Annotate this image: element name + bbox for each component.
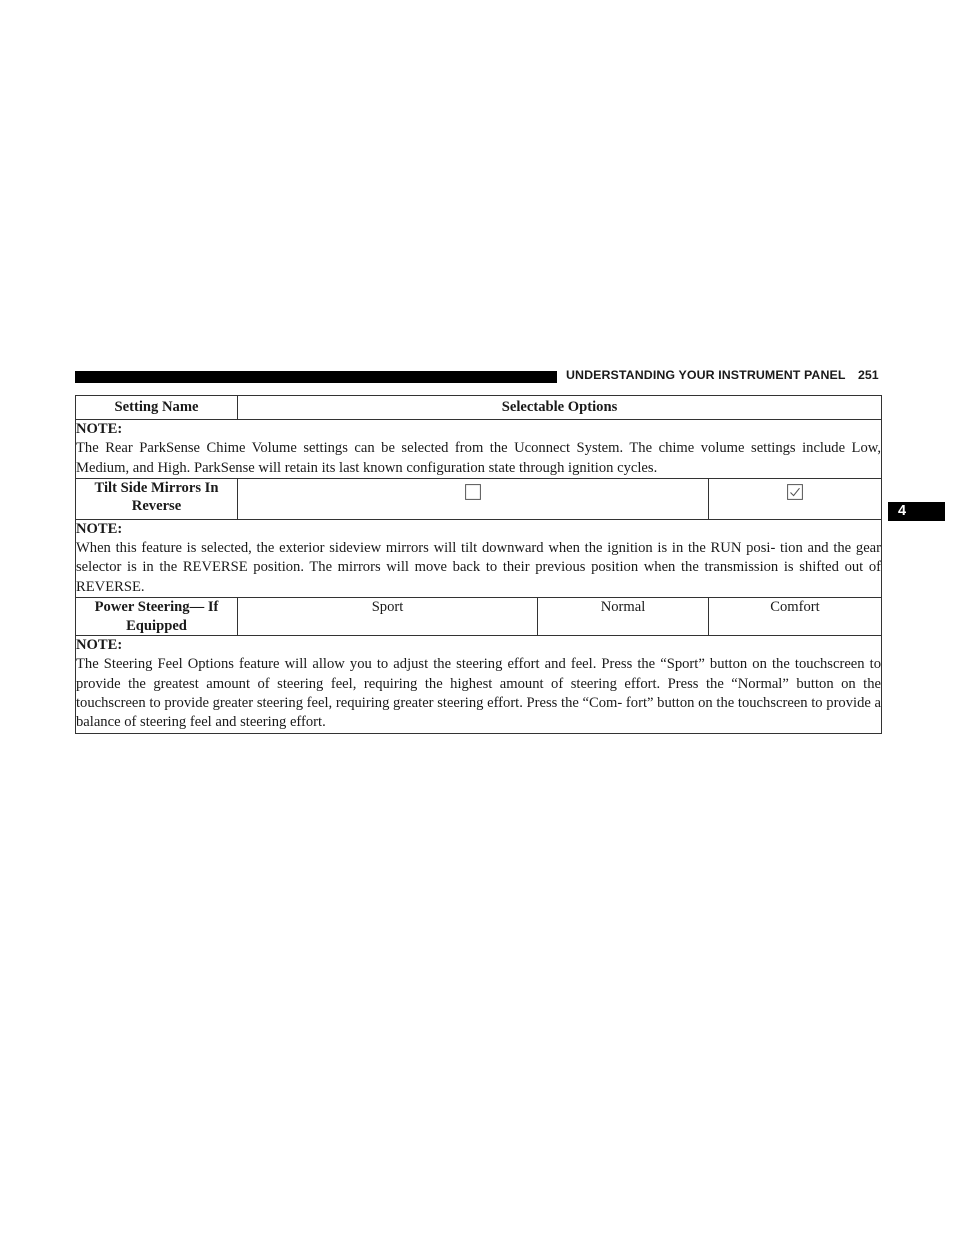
checkbox-checked-icon [787, 484, 803, 500]
option-on-cell [709, 478, 882, 519]
table-header-row [76, 396, 882, 420]
note-text: When this feature is selected, the exterior sideview mirrors will tilt downward when the ignition is in the RUN posi- tion and the gear selector is in the REVERSE position. The mirrors will move back to their previous position when the transmission is shifted out of REVERSE. [76, 540, 882, 595]
col-header-setting-name: Setting Name [76, 396, 238, 420]
note-text: The Steering Feel Options feature will allow you to adjust the steering effort and feel. Press the “Sport” button on the touchscreen to provide the greatest amount of steering feel, requiring the highest amount of steering effort. Press the “Normal” button on the touchscreen to provide greater steering feel, requiring greater steering effort. Press the “Com- fort” button on the touchscreen to provide a balance of steering feel and steering effort. [76, 656, 882, 731]
setting-name-power-steering: Power Steering— If Equipped [76, 598, 238, 636]
note-label: NOTE: [76, 637, 123, 654]
note-row [76, 519, 882, 597]
note-chime-volume [76, 420, 882, 479]
option-normal: Normal [538, 598, 709, 636]
checkbox-empty-icon [465, 484, 481, 500]
chapter-tab: 4 [888, 502, 945, 521]
header-rule [75, 371, 557, 383]
option-comfort: Comfort [709, 598, 882, 636]
setting-name-tilt-mirrors: Tilt Side Mirrors In Reverse [76, 478, 238, 519]
note-row [76, 420, 882, 479]
table-row [76, 478, 882, 519]
note-row [76, 636, 882, 733]
col-header-selectable-options: Selectable Options [238, 396, 882, 420]
section-title: UNDERSTANDING YOUR INSTRUMENT PANEL [566, 368, 846, 382]
note-steering-feel [76, 636, 882, 733]
note-label: NOTE: [76, 520, 123, 537]
note-tilt-mirrors [76, 519, 882, 597]
settings-table [75, 395, 882, 734]
note-text: The Rear ParkSense Chime Volume settings can be selected from the Uconnect System. The chime volume settings include Low, Medium, and High. ParkSense will retain its last known configuration state through ignition cycles. [76, 440, 882, 476]
option-sport: Sport [238, 598, 538, 636]
option-off-cell [238, 478, 709, 519]
table-row [76, 598, 882, 636]
note-label: NOTE: [76, 421, 123, 437]
page-number: 251 [858, 368, 879, 382]
